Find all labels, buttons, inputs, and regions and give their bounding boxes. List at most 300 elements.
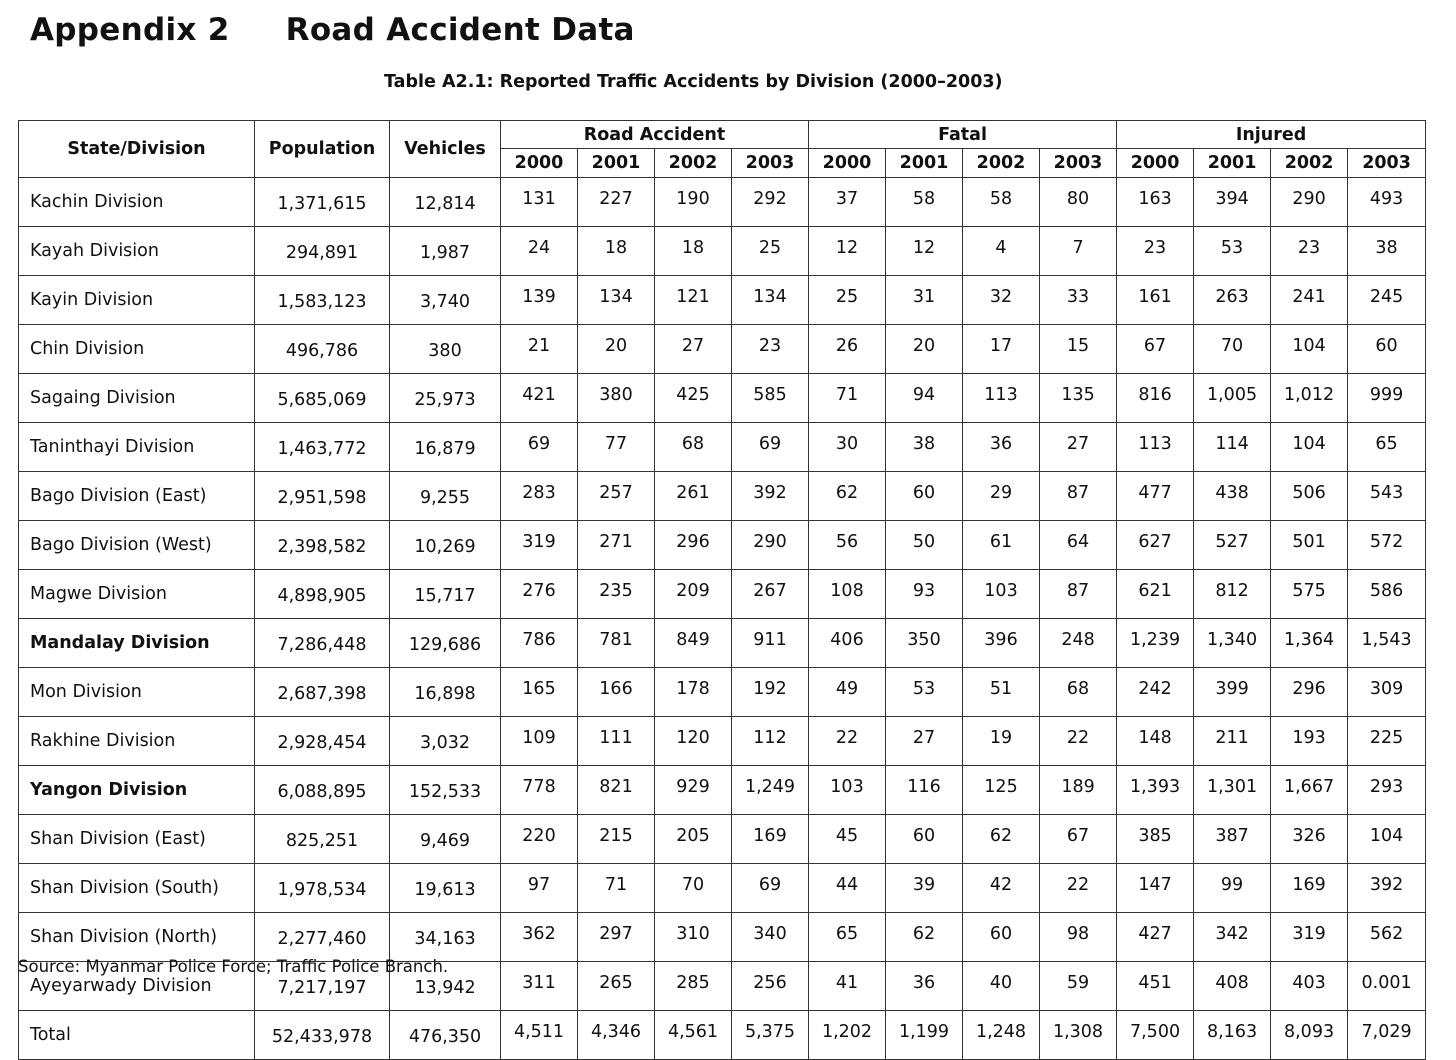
cell-fatal: 80: [1040, 178, 1117, 227]
cell-injured: 572: [1348, 521, 1426, 570]
cell-fatal: 22: [809, 717, 886, 766]
cell-injured: 1,239: [1117, 619, 1194, 668]
cell-fatal: 62: [809, 472, 886, 521]
cell-road-accident: 139: [501, 276, 578, 325]
cell-injured: 293: [1348, 766, 1426, 815]
cell-road-accident: 235: [578, 570, 655, 619]
table-row: [19, 619, 1426, 668]
cell-population: 4,898,905: [255, 570, 390, 619]
cell-injured: 326: [1271, 815, 1348, 864]
cell-road-accident: 290: [732, 521, 809, 570]
cell-road-accident: 319: [501, 521, 578, 570]
cell-state-division: Magwe Division: [19, 570, 255, 619]
cell-vehicles: 1,987: [390, 227, 501, 276]
cell-injured: 543: [1348, 472, 1426, 521]
cell-road-accident: 256: [732, 962, 809, 1011]
cell-road-accident: 362: [501, 913, 578, 962]
cell-injured: 104: [1348, 815, 1426, 864]
cell-fatal: 64: [1040, 521, 1117, 570]
cell-vehicles: 380: [390, 325, 501, 374]
cell-injured: 1,667: [1271, 766, 1348, 815]
cell-road-accident: 261: [655, 472, 732, 521]
cell-vehicles: 16,898: [390, 668, 501, 717]
cell-injured: 399: [1194, 668, 1271, 717]
cell-injured: 60: [1348, 325, 1426, 374]
cell-state-division: Sagaing Division: [19, 374, 255, 423]
cell-vehicles: 25,973: [390, 374, 501, 423]
cell-injured: 65: [1348, 423, 1426, 472]
cell-population: 1,583,123: [255, 276, 390, 325]
table-row: [19, 423, 1426, 472]
cell-fatal: 15: [1040, 325, 1117, 374]
cell-injured: 394: [1194, 178, 1271, 227]
cell-road-accident: 585: [732, 374, 809, 423]
cell-injured: 586: [1348, 570, 1426, 619]
source-note: Source: Myanmar Police Force; Traffic Police Branch.: [18, 957, 449, 976]
table-row: [19, 766, 1426, 815]
cell-injured: 70: [1194, 325, 1271, 374]
cell-vehicles: 15,717: [390, 570, 501, 619]
header-year: 2002: [963, 149, 1040, 178]
cell-injured: 263: [1194, 276, 1271, 325]
cell-injured: 309: [1348, 668, 1426, 717]
cell-fatal: 62: [963, 815, 1040, 864]
cell-state-division: Shan Division (North): [19, 913, 255, 962]
cell-vehicles: 9,469: [390, 815, 501, 864]
cell-road-accident: 192: [732, 668, 809, 717]
cell-injured: 387: [1194, 815, 1271, 864]
cell-fatal: 53: [886, 668, 963, 717]
cell-injured: 501: [1271, 521, 1348, 570]
table-row: [19, 472, 1426, 521]
cell-injured: 385: [1117, 815, 1194, 864]
cell-road-accident: 257: [578, 472, 655, 521]
cell-state-division: Shan Division (East): [19, 815, 255, 864]
cell-road-accident: 190: [655, 178, 732, 227]
cell-injured: 403: [1271, 962, 1348, 1011]
cell-injured: 211: [1194, 717, 1271, 766]
table-row: [19, 815, 1426, 864]
cell-fatal: 68: [1040, 668, 1117, 717]
cell-injured: 427: [1117, 913, 1194, 962]
cell-road-accident: 71: [578, 864, 655, 913]
cell-injured: 408: [1194, 962, 1271, 1011]
cell-vehicles: 152,533: [390, 766, 501, 815]
table-row: [19, 276, 1426, 325]
cell-population: 6,088,895: [255, 766, 390, 815]
cell-fatal: 103: [963, 570, 1040, 619]
cell-road-accident: 4,511: [501, 1011, 578, 1060]
cell-injured: 816: [1117, 374, 1194, 423]
cell-fatal: 58: [963, 178, 1040, 227]
cell-road-accident: 911: [732, 619, 809, 668]
cell-road-accident: 120: [655, 717, 732, 766]
cell-fatal: 62: [886, 913, 963, 962]
cell-vehicles: 16,879: [390, 423, 501, 472]
cell-road-accident: 69: [732, 864, 809, 913]
table-row: [19, 864, 1426, 913]
cell-road-accident: 166: [578, 668, 655, 717]
cell-injured: 1,364: [1271, 619, 1348, 668]
cell-injured: 113: [1117, 423, 1194, 472]
table-row: [19, 717, 1426, 766]
cell-vehicles: 476,350: [390, 1011, 501, 1060]
cell-fatal: 56: [809, 521, 886, 570]
cell-injured: 241: [1271, 276, 1348, 325]
cell-road-accident: 215: [578, 815, 655, 864]
header-year: 2000: [1117, 149, 1194, 178]
cell-fatal: 59: [1040, 962, 1117, 1011]
header-year: 2000: [501, 149, 578, 178]
cell-injured: 148: [1117, 717, 1194, 766]
cell-road-accident: 23: [732, 325, 809, 374]
cell-injured: 527: [1194, 521, 1271, 570]
cell-road-accident: 821: [578, 766, 655, 815]
cell-population: 1,978,534: [255, 864, 390, 913]
cell-fatal: 22: [1040, 864, 1117, 913]
cell-fatal: 189: [1040, 766, 1117, 815]
cell-state-division: Ayeyarwady Division: [19, 962, 255, 1011]
cell-fatal: 50: [886, 521, 963, 570]
cell-road-accident: 209: [655, 570, 732, 619]
cell-fatal: 36: [963, 423, 1040, 472]
cell-road-accident: 267: [732, 570, 809, 619]
cell-road-accident: 778: [501, 766, 578, 815]
cell-road-accident: 112: [732, 717, 809, 766]
cell-fatal: 125: [963, 766, 1040, 815]
cell-injured: 451: [1117, 962, 1194, 1011]
header-group-road-accident: Road Accident: [501, 121, 809, 149]
appendix-title: Road Accident Data: [285, 12, 635, 48]
cell-road-accident: 296: [655, 521, 732, 570]
cell-fatal: 22: [1040, 717, 1117, 766]
header-year: 2003: [1040, 149, 1117, 178]
cell-fatal: 42: [963, 864, 1040, 913]
cell-fatal: 113: [963, 374, 1040, 423]
cell-injured: 23: [1271, 227, 1348, 276]
table-header: [19, 121, 1426, 178]
cell-injured: 169: [1271, 864, 1348, 913]
cell-road-accident: 69: [732, 423, 809, 472]
cell-injured: 225: [1348, 717, 1426, 766]
cell-injured: 99: [1194, 864, 1271, 913]
cell-state-division: Total: [19, 1011, 255, 1060]
cell-fatal: 32: [963, 276, 1040, 325]
cell-fatal: 12: [886, 227, 963, 276]
cell-fatal: 103: [809, 766, 886, 815]
cell-road-accident: 70: [655, 864, 732, 913]
cell-fatal: 27: [886, 717, 963, 766]
table-row: [19, 325, 1426, 374]
cell-injured: 7,500: [1117, 1011, 1194, 1060]
cell-fatal: 60: [886, 815, 963, 864]
cell-injured: 1,340: [1194, 619, 1271, 668]
cell-injured: 0.001: [1348, 962, 1426, 1011]
cell-road-accident: 18: [578, 227, 655, 276]
header-year: 2003: [1348, 149, 1426, 178]
cell-fatal: 61: [963, 521, 1040, 570]
cell-fatal: 31: [886, 276, 963, 325]
cell-fatal: 12: [809, 227, 886, 276]
cell-vehicles: 10,269: [390, 521, 501, 570]
cell-fatal: 135: [1040, 374, 1117, 423]
cell-road-accident: 283: [501, 472, 578, 521]
cell-injured: 8,093: [1271, 1011, 1348, 1060]
cell-injured: 104: [1271, 325, 1348, 374]
cell-fatal: 38: [886, 423, 963, 472]
cell-fatal: 108: [809, 570, 886, 619]
cell-injured: 290: [1271, 178, 1348, 227]
cell-fatal: 1,199: [886, 1011, 963, 1060]
cell-injured: 562: [1348, 913, 1426, 962]
cell-fatal: 4: [963, 227, 1040, 276]
cell-road-accident: 227: [578, 178, 655, 227]
cell-road-accident: 131: [501, 178, 578, 227]
cell-population: 52,433,978: [255, 1011, 390, 1060]
cell-road-accident: 134: [578, 276, 655, 325]
header-year: 2000: [809, 149, 886, 178]
cell-road-accident: 311: [501, 962, 578, 1011]
cell-vehicles: 3,032: [390, 717, 501, 766]
cell-vehicles: 129,686: [390, 619, 501, 668]
cell-fatal: 20: [886, 325, 963, 374]
header-group-row: [19, 121, 1426, 149]
cell-road-accident: 134: [732, 276, 809, 325]
cell-injured: 38: [1348, 227, 1426, 276]
cell-population: 825,251: [255, 815, 390, 864]
cell-injured: 193: [1271, 717, 1348, 766]
cell-injured: 812: [1194, 570, 1271, 619]
cell-road-accident: 69: [501, 423, 578, 472]
cell-road-accident: 849: [655, 619, 732, 668]
cell-population: 5,685,069: [255, 374, 390, 423]
header-year: 2002: [1271, 149, 1348, 178]
header-year: 2002: [655, 149, 732, 178]
cell-fatal: 40: [963, 962, 1040, 1011]
cell-road-accident: 786: [501, 619, 578, 668]
cell-injured: 621: [1117, 570, 1194, 619]
cell-road-accident: 27: [655, 325, 732, 374]
cell-injured: 319: [1271, 913, 1348, 962]
cell-road-accident: 285: [655, 962, 732, 1011]
cell-road-accident: 929: [655, 766, 732, 815]
cell-state-division: Bago Division (West): [19, 521, 255, 570]
cell-fatal: 67: [1040, 815, 1117, 864]
cell-road-accident: 109: [501, 717, 578, 766]
cell-road-accident: 165: [501, 668, 578, 717]
cell-road-accident: 392: [732, 472, 809, 521]
cell-road-accident: 97: [501, 864, 578, 913]
cell-injured: 1,393: [1117, 766, 1194, 815]
header-year: 2003: [732, 149, 809, 178]
cell-injured: 1,543: [1348, 619, 1426, 668]
header-year: 2001: [1194, 149, 1271, 178]
cell-injured: 7,029: [1348, 1011, 1426, 1060]
cell-injured: 104: [1271, 423, 1348, 472]
header-year: 2001: [886, 149, 963, 178]
cell-injured: 627: [1117, 521, 1194, 570]
cell-fatal: 65: [809, 913, 886, 962]
cell-vehicles: 3,740: [390, 276, 501, 325]
cell-injured: 53: [1194, 227, 1271, 276]
cell-vehicles: 9,255: [390, 472, 501, 521]
cell-road-accident: 25: [732, 227, 809, 276]
cell-fatal: 87: [1040, 570, 1117, 619]
cell-state-division: Rakhine Division: [19, 717, 255, 766]
cell-fatal: 60: [963, 913, 1040, 962]
cell-injured: 575: [1271, 570, 1348, 619]
cell-state-division: Bago Division (East): [19, 472, 255, 521]
cell-fatal: 93: [886, 570, 963, 619]
table-row: [19, 668, 1426, 717]
cell-injured: 147: [1117, 864, 1194, 913]
cell-road-accident: 380: [578, 374, 655, 423]
cell-injured: 8,163: [1194, 1011, 1271, 1060]
cell-fatal: 350: [886, 619, 963, 668]
cell-injured: 438: [1194, 472, 1271, 521]
cell-population: 1,371,615: [255, 178, 390, 227]
table-row: [19, 913, 1426, 962]
cell-fatal: 29: [963, 472, 1040, 521]
cell-population: 7,286,448: [255, 619, 390, 668]
table-caption: Table A2.1: Reported Traffic Accidents by Division (2000–2003): [384, 72, 1003, 92]
cell-road-accident: 1,249: [732, 766, 809, 815]
cell-road-accident: 271: [578, 521, 655, 570]
cell-injured: 1,012: [1271, 374, 1348, 423]
cell-road-accident: 111: [578, 717, 655, 766]
appendix-number: Appendix 2: [30, 12, 230, 48]
cell-fatal: 51: [963, 668, 1040, 717]
table-row: [19, 570, 1426, 619]
cell-state-division: Taninthayi Division: [19, 423, 255, 472]
cell-vehicles: 13,942: [390, 962, 501, 1011]
cell-road-accident: 4,561: [655, 1011, 732, 1060]
cell-vehicles: 34,163: [390, 913, 501, 962]
cell-fatal: 45: [809, 815, 886, 864]
cell-injured: 114: [1194, 423, 1271, 472]
cell-road-accident: 340: [732, 913, 809, 962]
cell-population: 2,928,454: [255, 717, 390, 766]
cell-road-accident: 425: [655, 374, 732, 423]
table-body: [19, 178, 1426, 1060]
cell-fatal: 1,248: [963, 1011, 1040, 1060]
header-population: Population: [255, 121, 390, 178]
cell-fatal: 248: [1040, 619, 1117, 668]
cell-injured: 245: [1348, 276, 1426, 325]
cell-fatal: 60: [886, 472, 963, 521]
cell-state-division: Kachin Division: [19, 178, 255, 227]
cell-road-accident: 421: [501, 374, 578, 423]
cell-road-accident: 5,375: [732, 1011, 809, 1060]
cell-vehicles: 12,814: [390, 178, 501, 227]
cell-fatal: 1,308: [1040, 1011, 1117, 1060]
cell-population: 496,786: [255, 325, 390, 374]
cell-fatal: 17: [963, 325, 1040, 374]
table-row: [19, 374, 1426, 423]
cell-population: 2,687,398: [255, 668, 390, 717]
cell-fatal: 87: [1040, 472, 1117, 521]
cell-injured: 23: [1117, 227, 1194, 276]
cell-fatal: 98: [1040, 913, 1117, 962]
cell-fatal: 49: [809, 668, 886, 717]
appendix-heading: [30, 12, 635, 48]
cell-fatal: 7: [1040, 227, 1117, 276]
cell-fatal: 36: [886, 962, 963, 1011]
cell-fatal: 33: [1040, 276, 1117, 325]
cell-road-accident: 169: [732, 815, 809, 864]
cell-population: 1,463,772: [255, 423, 390, 472]
cell-injured: 493: [1348, 178, 1426, 227]
cell-injured: 342: [1194, 913, 1271, 962]
cell-road-accident: 178: [655, 668, 732, 717]
cell-fatal: 19: [963, 717, 1040, 766]
cell-road-accident: 24: [501, 227, 578, 276]
cell-fatal: 1,202: [809, 1011, 886, 1060]
cell-fatal: 58: [886, 178, 963, 227]
cell-injured: 296: [1271, 668, 1348, 717]
table-row: [19, 521, 1426, 570]
cell-injured: 67: [1117, 325, 1194, 374]
cell-fatal: 94: [886, 374, 963, 423]
cell-road-accident: 276: [501, 570, 578, 619]
cell-population: 2,277,460: [255, 913, 390, 962]
cell-state-division: Mandalay Division: [19, 619, 255, 668]
cell-population: 7,217,197: [255, 962, 390, 1011]
cell-fatal: 26: [809, 325, 886, 374]
cell-fatal: 27: [1040, 423, 1117, 472]
cell-fatal: 39: [886, 864, 963, 913]
cell-road-accident: 4,346: [578, 1011, 655, 1060]
cell-state-division: Mon Division: [19, 668, 255, 717]
cell-state-division: Yangon Division: [19, 766, 255, 815]
cell-road-accident: 121: [655, 276, 732, 325]
cell-injured: 506: [1271, 472, 1348, 521]
cell-state-division: Kayah Division: [19, 227, 255, 276]
cell-injured: 242: [1117, 668, 1194, 717]
cell-road-accident: 20: [578, 325, 655, 374]
cell-population: 294,891: [255, 227, 390, 276]
accident-data-table: [18, 120, 1426, 1060]
cell-injured: 392: [1348, 864, 1426, 913]
cell-road-accident: 297: [578, 913, 655, 962]
cell-injured: 161: [1117, 276, 1194, 325]
header-group-fatal: Fatal: [809, 121, 1117, 149]
cell-road-accident: 68: [655, 423, 732, 472]
cell-injured: 1,301: [1194, 766, 1271, 815]
cell-fatal: 406: [809, 619, 886, 668]
cell-road-accident: 220: [501, 815, 578, 864]
cell-state-division: Kayin Division: [19, 276, 255, 325]
cell-fatal: 44: [809, 864, 886, 913]
cell-state-division: Shan Division (South): [19, 864, 255, 913]
cell-fatal: 71: [809, 374, 886, 423]
cell-injured: 477: [1117, 472, 1194, 521]
cell-road-accident: 781: [578, 619, 655, 668]
cell-fatal: 30: [809, 423, 886, 472]
table-total-row: [19, 1011, 1426, 1060]
cell-fatal: 41: [809, 962, 886, 1011]
header-year: 2001: [578, 149, 655, 178]
header-vehicles: Vehicles: [390, 121, 501, 178]
header-state-division: State/Division: [19, 121, 255, 178]
cell-fatal: 37: [809, 178, 886, 227]
table-row: [19, 227, 1426, 276]
cell-road-accident: 265: [578, 962, 655, 1011]
header-group-injured: Injured: [1117, 121, 1426, 149]
cell-state-division: Chin Division: [19, 325, 255, 374]
cell-injured: 1,005: [1194, 374, 1271, 423]
cell-fatal: 396: [963, 619, 1040, 668]
